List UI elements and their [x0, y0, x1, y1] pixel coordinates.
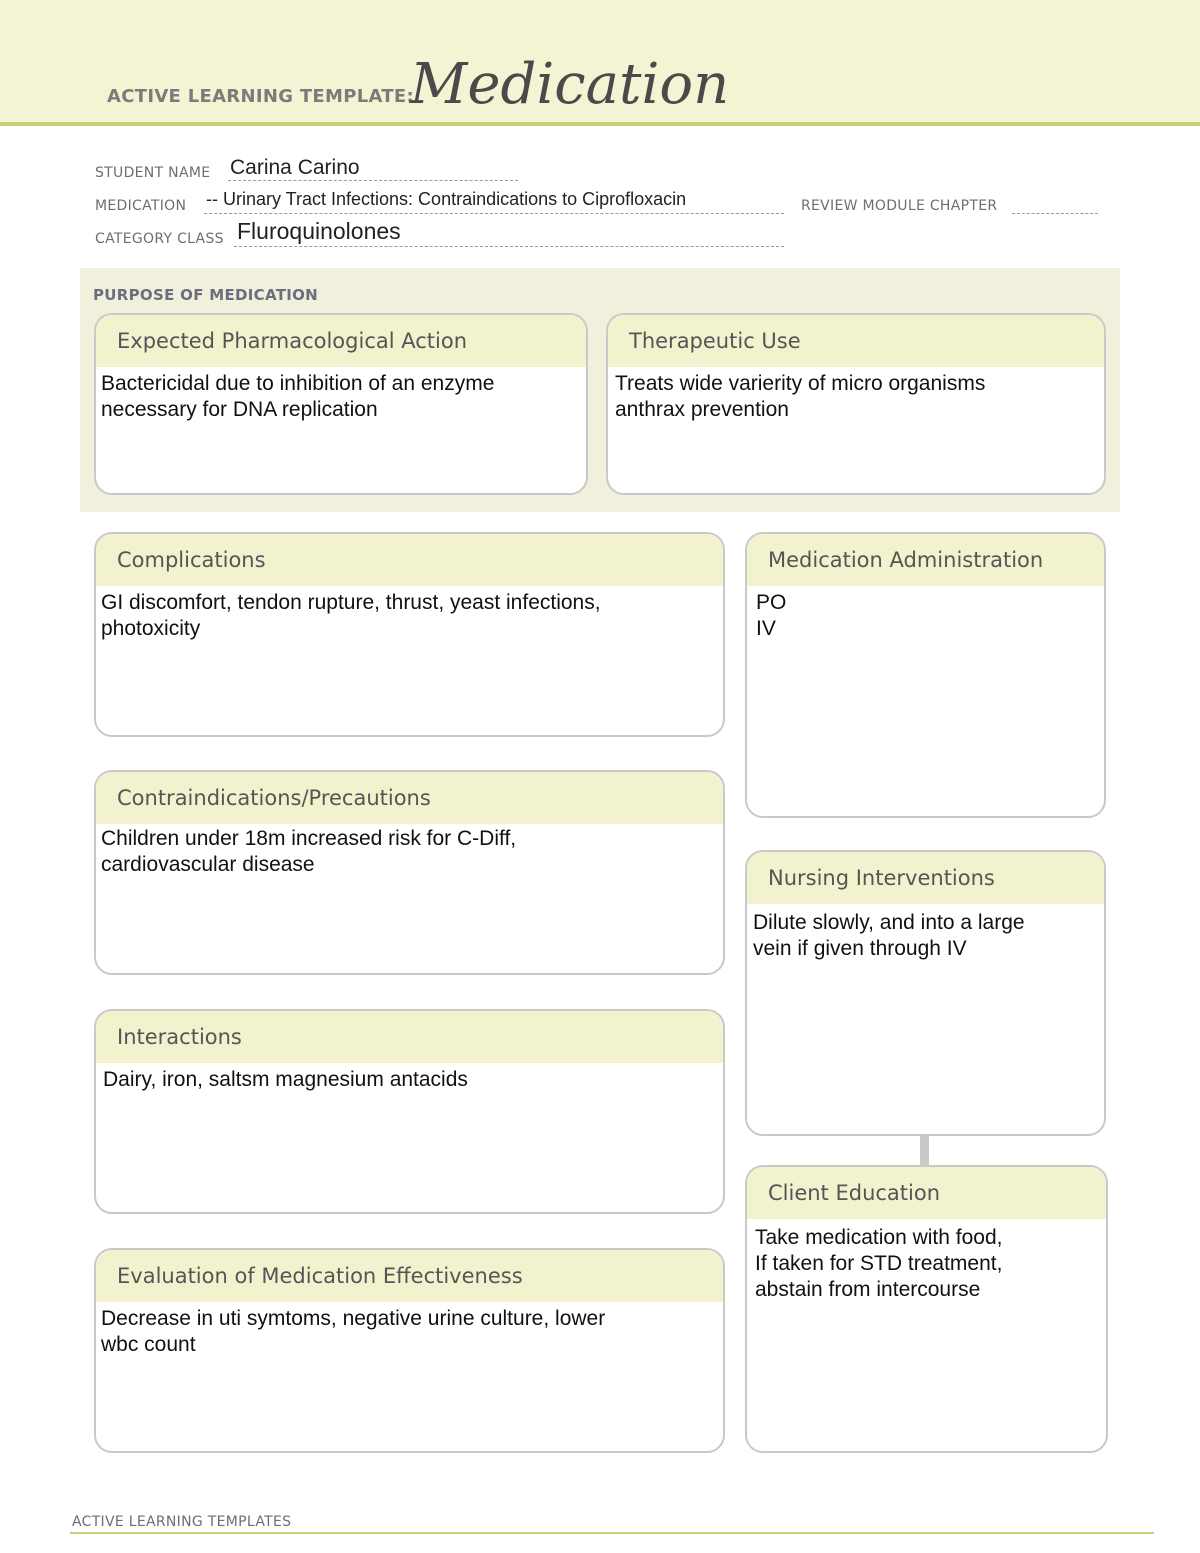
expected-action-heading: Expected Pharmacological Action [96, 315, 586, 367]
student-name-line [228, 180, 518, 181]
contraindications-heading: Contraindications/Precautions [96, 772, 723, 824]
medication-label: MEDICATION [95, 198, 187, 214]
review-module-label: REVIEW MODULE CHAPTER [801, 198, 998, 214]
evaluation-heading: Evaluation of Medication Effectiveness [96, 1250, 723, 1302]
nursing-interventions-heading: Nursing Interventions [747, 852, 1104, 904]
category-class-line [234, 246, 784, 247]
client-education-heading: Client Education [747, 1167, 1106, 1219]
interactions-text[interactable]: Dairy, iron, saltsm magnesium antacids [103, 1068, 468, 1091]
contraindications-box [94, 770, 725, 975]
footer-label: ACTIVE LEARNING TEMPLATES [72, 1514, 292, 1530]
review-module-line [1012, 213, 1098, 214]
page-title: Medication [410, 52, 730, 117]
category-class-field[interactable]: Fluroquinolones [237, 218, 401, 244]
evaluation-text[interactable]: Decrease in uti symtoms, negative urine culture, lower wbc count [101, 1307, 606, 1356]
footer-divider [70, 1532, 1154, 1534]
administration-text[interactable]: PO IV [756, 591, 787, 640]
student-name-field[interactable]: Carina Carino [230, 156, 360, 179]
therapeutic-use-heading: Therapeutic Use [608, 315, 1104, 367]
interactions-box [94, 1009, 725, 1214]
client-education-text[interactable]: Take medication with food, If taken for STD treatment, abstain from intercourse [755, 1226, 1003, 1301]
category-class-label: CATEGORY CLASS [95, 231, 224, 247]
complications-heading: Complications [96, 534, 723, 586]
student-name-label: STUDENT NAME [95, 165, 211, 181]
administration-box [745, 532, 1106, 818]
interactions-heading: Interactions [96, 1011, 723, 1063]
medication-field[interactable]: -- Urinary Tract Infections: Contraindications to Ciprofloxacin [206, 189, 687, 209]
therapeutic-use-text[interactable]: Treats wide varierity of micro organisms anthrax prevention [615, 372, 986, 421]
expected-action-text[interactable]: Bactericidal due to inhibition of an enzyme necessary for DNA replication [101, 372, 495, 421]
nursing-interventions-box [745, 850, 1106, 1136]
template-label: ACTIVE LEARNING TEMPLATE: [107, 86, 414, 107]
evaluation-box [94, 1248, 725, 1453]
purpose-title: PURPOSE OF MEDICATION [93, 286, 319, 304]
therapeutic-use-box [606, 313, 1106, 495]
complications-box [94, 532, 725, 737]
complications-text[interactable]: GI discomfort, tendon rupture, thrust, yeast infections, photoxicity [101, 591, 601, 640]
box-connector [920, 1135, 929, 1166]
administration-heading: Medication Administration [747, 534, 1104, 586]
medication-line [204, 213, 784, 214]
client-education-box [745, 1165, 1108, 1453]
expected-action-box [94, 313, 588, 495]
header-divider [0, 122, 1200, 126]
nursing-interventions-text[interactable]: Dilute slowly, and into a large vein if given through IV [753, 911, 1025, 960]
contraindications-text[interactable]: Children under 18m increased risk for C-Diff, cardiovascular disease [101, 827, 517, 876]
